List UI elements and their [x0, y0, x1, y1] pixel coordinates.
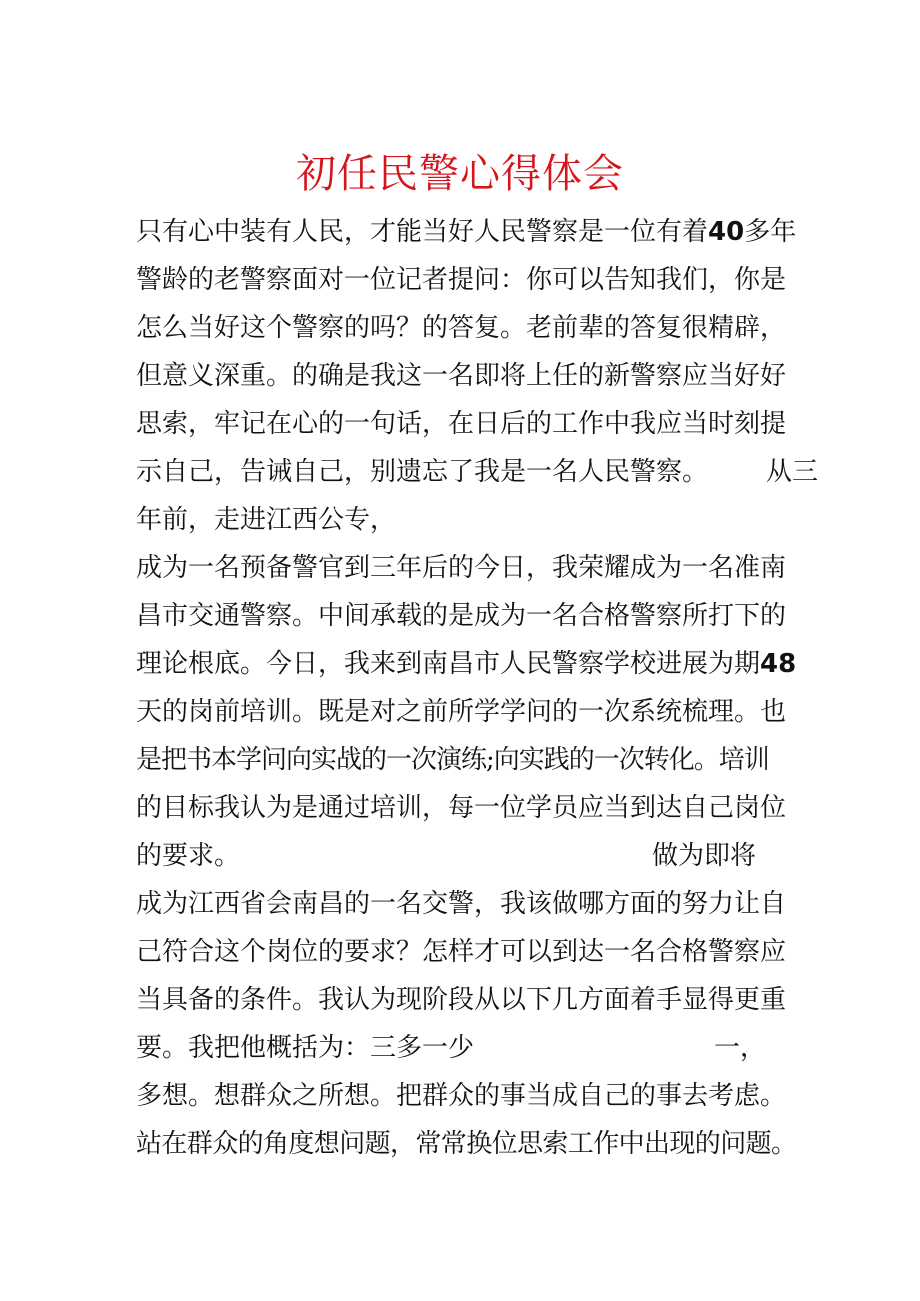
- line-text: 的要求。: [136, 841, 241, 871]
- line-text: 昌市交通警察。中间承载的是成为一名合格警察所打下的: [136, 601, 787, 631]
- paragraph-line: [136, 640, 816, 688]
- line-text-tail: 从三: [766, 457, 819, 487]
- line-text: 己符合这个岗位的要求？怎样才可以到达一名合格警察应: [136, 937, 787, 967]
- line-text: 多想。想群众之所想。把群众的事当成自己的事去考虑。: [136, 1081, 787, 1111]
- paragraph-line: [136, 976, 816, 1024]
- line-text: 年前，走进江西公专，: [136, 505, 397, 535]
- paragraph-line: [136, 256, 816, 304]
- line-text: 但意义深重。的确是我这一名即将上任的新警察应当好好: [136, 361, 787, 391]
- line-text: 成为一名预备警官到三年后的今日，我荣耀成为一名准南: [136, 553, 787, 583]
- line-text-tail: 多年: [744, 217, 797, 247]
- line-number: 40: [708, 217, 745, 247]
- line-text: 怎么当好这个警察的吗？的答复。老前辈的答复很精辟，: [136, 313, 787, 343]
- paragraph-line: [136, 400, 816, 448]
- paragraph-line: [136, 736, 816, 784]
- line-number: 48: [760, 649, 797, 679]
- paragraph-line: [136, 592, 816, 640]
- paragraph-line: [136, 544, 816, 592]
- paragraph-line: [136, 880, 816, 928]
- line-text: 的目标我认为是通过培训，每一位学员应当到达自己岗位: [136, 793, 787, 823]
- paragraph-line: [136, 832, 816, 880]
- line-text: 思索，牢记在心的一句话，在日后的工作中我应当时刻提: [136, 409, 787, 439]
- line-text-tail: 一，: [714, 1033, 767, 1063]
- line-text: 示自己，告诫自己，别遗忘了我是一名人民警察。: [136, 457, 709, 487]
- paragraph-line: [136, 208, 816, 256]
- paragraph-line: [136, 928, 816, 976]
- line-text: 当具备的条件。我认为现阶段从以下几方面着手显得更重: [136, 985, 787, 1015]
- line-text: 天的岗前培训。既是对之前所学学问的一次系统梳理。也: [136, 697, 787, 727]
- paragraph-line: [136, 448, 819, 496]
- paragraph-line: [136, 304, 816, 352]
- paragraph-line: [136, 1072, 816, 1120]
- line-text: 警龄的老警察面对一位记者提问：你可以告知我们，你是: [136, 265, 787, 295]
- line-text: 只有心中装有人民，才能当好人民警察是一位有着: [136, 217, 709, 247]
- line-text: 是把书本学问向实战的一次演练;向实践的一次转化。培训: [136, 745, 769, 775]
- paragraph-line: [136, 784, 816, 832]
- paragraph-line: [136, 352, 816, 400]
- line-text: 理论根底。今日，我来到南昌市人民警察学校进展为期: [136, 649, 761, 679]
- line-text-tail: 做为即将: [652, 841, 757, 871]
- line-text: 成为江西省会南昌的一名交警，我该做哪方面的努力让自: [136, 889, 787, 919]
- paragraph-line: [136, 1120, 816, 1168]
- paragraph-line: [136, 1024, 816, 1072]
- document-body: [136, 208, 819, 1168]
- line-text: 站在群众的角度想问题，常常换位思索工作中出现的问题。: [136, 1129, 797, 1159]
- document-title: 初任民警心得体会: [296, 151, 624, 197]
- paragraph-line: [136, 688, 816, 736]
- line-text: 要。我把他概括为：三多一少: [136, 1033, 475, 1063]
- paragraph-line: [136, 496, 816, 544]
